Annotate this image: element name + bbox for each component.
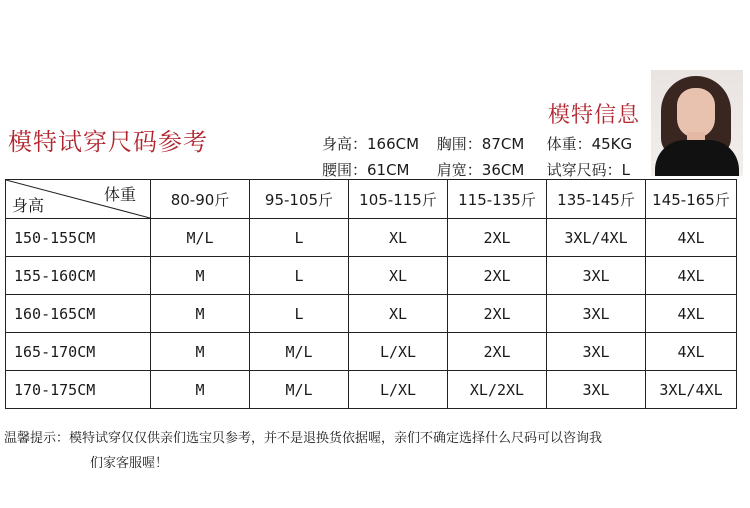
row-height: 170-175CM: [6, 371, 151, 409]
size-table: [5, 179, 737, 409]
table-row: [6, 219, 737, 257]
row-height: 165-170CM: [6, 333, 151, 371]
size-cell: M: [151, 257, 250, 295]
row-height: 160-165CM: [6, 295, 151, 333]
size-cell: XL: [349, 219, 448, 257]
size-cell: M/L: [151, 219, 250, 257]
size-cell: 3XL: [547, 257, 646, 295]
size-cell: 4XL: [646, 219, 737, 257]
size-cell: L/XL: [349, 371, 448, 409]
size-cell: 4XL: [646, 257, 737, 295]
model-weight: 体重：45KG: [546, 135, 633, 153]
row-height: 150-155CM: [6, 219, 151, 257]
column-header: 145-165斤: [646, 180, 737, 219]
notice-line-2: 们家客服喔！: [90, 456, 169, 471]
size-cell: 3XL/4XL: [646, 371, 737, 409]
model-shoulder: 肩宽：36CM: [436, 161, 525, 179]
size-cell: M/L: [250, 333, 349, 371]
column-header: 105-115斤: [349, 180, 448, 219]
model-info-row-2: [322, 159, 630, 180]
size-cell: 4XL: [646, 295, 737, 333]
size-cell: 3XL: [547, 295, 646, 333]
size-cell: M: [151, 295, 250, 333]
table-row: [6, 371, 737, 409]
model-info-title: 模特信息: [548, 103, 641, 128]
size-cell: XL: [349, 295, 448, 333]
model-bust: 胸围：87CM: [436, 135, 525, 153]
size-cell: M: [151, 371, 250, 409]
table-row: [6, 257, 737, 295]
column-header: 135-145斤: [547, 180, 646, 219]
size-cell: L/XL: [349, 333, 448, 371]
table-row: [6, 295, 737, 333]
column-header: 80-90斤: [151, 180, 250, 219]
size-cell: XL/2XL: [448, 371, 547, 409]
page-title: 模特试穿尺码参考: [8, 128, 208, 156]
row-height: 155-160CM: [6, 257, 151, 295]
model-tried-size: 试穿尺码：L: [546, 161, 630, 179]
table-row: [6, 333, 737, 371]
notice-line-1: 温馨提示：模特试穿仅仅供亲们选宝贝参考，并不是退换货依据喔，亲们不确定选择什么尺码可以咨询我: [4, 431, 603, 446]
size-cell: M/L: [250, 371, 349, 409]
size-cell: 4XL: [646, 333, 737, 371]
size-cell: M: [151, 333, 250, 371]
model-photo: [651, 70, 743, 176]
corner-cell: [6, 180, 151, 219]
size-cell: 3XL: [547, 333, 646, 371]
size-cell: 2XL: [448, 219, 547, 257]
size-cell: 2XL: [448, 333, 547, 371]
size-cell: 3XL/4XL: [547, 219, 646, 257]
size-cell: L: [250, 219, 349, 257]
corner-weight-label: 体重: [103, 185, 136, 204]
size-cell: 2XL: [448, 295, 547, 333]
size-cell: L: [250, 295, 349, 333]
size-cell: XL: [349, 257, 448, 295]
table-header-row: [6, 180, 737, 219]
model-height: 身高：166CM: [322, 135, 420, 153]
size-cell: 3XL: [547, 371, 646, 409]
column-header: 95-105斤: [250, 180, 349, 219]
corner-height-label: 身高: [12, 196, 45, 215]
model-info-row-1: [322, 133, 632, 154]
size-cell: 2XL: [448, 257, 547, 295]
column-header: 115-135斤: [448, 180, 547, 219]
size-cell: L: [250, 257, 349, 295]
model-waist: 腰围：61CM: [322, 161, 410, 179]
